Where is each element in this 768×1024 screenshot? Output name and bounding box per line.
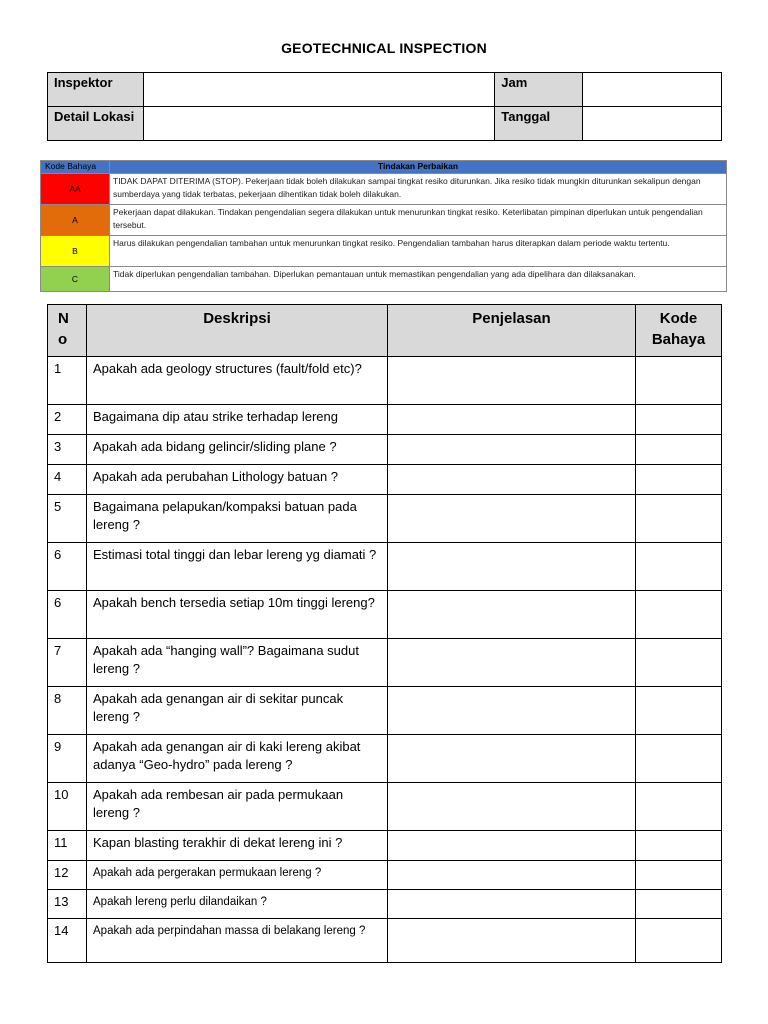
inspektor-label: Inspektor — [48, 73, 144, 107]
row-no: 10 — [48, 783, 87, 831]
row-no: 6 — [48, 591, 87, 639]
legend-header-code: Kode Bahaya — [41, 161, 110, 174]
inspektor-field[interactable] — [143, 73, 494, 107]
row-no: 1 — [48, 357, 87, 405]
row-deskripsi: Apakah ada pergerakan permukaan lereng ? — [87, 861, 388, 890]
header-deskripsi: Deskripsi — [87, 305, 388, 357]
kode-bahaya-cell[interactable] — [636, 919, 722, 963]
kode-bahaya-cell[interactable] — [636, 465, 722, 495]
legend-code-c: C — [41, 267, 110, 292]
legend-desc-b: Harus dilakukan pengendalian tambahan untuk menurunkan tingkat resiko. Pengendalian tambahan harus diterapkan dalam periode waktu tertentu. — [110, 236, 727, 267]
row-deskripsi: Apakah ada genangan air di sekitar puncak lereng ? — [87, 687, 388, 735]
row-no: 8 — [48, 687, 87, 735]
kode-bahaya-cell[interactable] — [636, 435, 722, 465]
row-deskripsi: Estimasi total tinggi dan lebar lereng yg diamati ? — [87, 543, 388, 591]
legend-desc-a: Pekerjaan dapat dilakukan. Tindakan pengendalian segera dilakukan untuk menurunkan tingkat resiko. Keterlibatan pimpinan diperlukan untuk pengendalian tersebut. — [110, 205, 727, 236]
legend-header-action: Tindakan Perbaikan — [110, 161, 727, 174]
penjelasan-cell[interactable] — [388, 357, 636, 405]
row-no: 5 — [48, 495, 87, 543]
legend-code-b: B — [41, 236, 110, 267]
row-deskripsi: Apakah ada perpindahan massa di belakang lereng ? — [87, 919, 388, 963]
row-no: 14 — [48, 919, 87, 963]
row-deskripsi: Apakah ada bidang gelincir/sliding plane ? — [87, 435, 388, 465]
row-no: 6 — [48, 543, 87, 591]
row-no: 13 — [48, 890, 87, 919]
penjelasan-cell[interactable] — [388, 861, 636, 890]
kode-bahaya-cell[interactable] — [636, 543, 722, 591]
row-deskripsi: Apakah ada perubahan Lithology batuan ? — [87, 465, 388, 495]
row-deskripsi: Bagaimana dip atau strike terhadap lereng — [87, 405, 388, 435]
penjelasan-cell[interactable] — [388, 591, 636, 639]
kode-bahaya-cell[interactable] — [636, 639, 722, 687]
header-kode-bahaya: Kode Bahaya — [636, 305, 722, 357]
tanggal-label: Tanggal — [495, 107, 583, 141]
kode-bahaya-cell[interactable] — [636, 405, 722, 435]
penjelasan-cell[interactable] — [388, 465, 636, 495]
row-deskripsi: Apakah ada geology structures (fault/fold etc)? — [87, 357, 388, 405]
header-penjelasan: Penjelasan — [388, 305, 636, 357]
legend-code-aa: AA — [41, 174, 110, 205]
penjelasan-cell[interactable] — [388, 890, 636, 919]
kode-bahaya-cell[interactable] — [636, 861, 722, 890]
kode-bahaya-cell[interactable] — [636, 357, 722, 405]
penjelasan-cell[interactable] — [388, 543, 636, 591]
inspection-info-table — [47, 72, 722, 141]
inspection-checklist-table — [47, 304, 722, 963]
row-deskripsi: Apakah lereng perlu dilandaikan ? — [87, 890, 388, 919]
kode-bahaya-cell[interactable] — [636, 687, 722, 735]
detail-lokasi-field[interactable] — [143, 107, 494, 141]
row-no: 7 — [48, 639, 87, 687]
header-no: N o — [48, 305, 87, 357]
kode-bahaya-cell[interactable] — [636, 890, 722, 919]
penjelasan-cell[interactable] — [388, 639, 636, 687]
legend-code-a: A — [41, 205, 110, 236]
penjelasan-cell[interactable] — [388, 687, 636, 735]
jam-field[interactable] — [583, 73, 722, 107]
kode-bahaya-cell[interactable] — [636, 783, 722, 831]
jam-label: Jam — [495, 73, 583, 107]
row-no: 3 — [48, 435, 87, 465]
row-no: 12 — [48, 861, 87, 890]
penjelasan-cell[interactable] — [388, 435, 636, 465]
penjelasan-cell[interactable] — [388, 919, 636, 963]
page-title: GEOTECHNICAL INSPECTION — [281, 40, 487, 56]
penjelasan-cell[interactable] — [388, 735, 636, 783]
row-deskripsi: Apakah ada rembesan air pada permukaan lereng ? — [87, 783, 388, 831]
penjelasan-cell[interactable] — [388, 783, 636, 831]
kode-bahaya-cell[interactable] — [636, 735, 722, 783]
legend-desc-c: Tidak diperlukan pengendalian tambahan. Diperlukan pemantauan untuk memastikan pengendalian yang ada dipelihara dan dilaksanakan. — [110, 267, 727, 292]
penjelasan-cell[interactable] — [388, 495, 636, 543]
penjelasan-cell[interactable] — [388, 831, 636, 861]
row-no: 11 — [48, 831, 87, 861]
row-deskripsi: Kapan blasting terakhir di dekat lereng ini ? — [87, 831, 388, 861]
row-deskripsi: Bagaimana pelapukan/kompaksi batuan pada lereng ? — [87, 495, 388, 543]
row-no: 4 — [48, 465, 87, 495]
row-no: 2 — [48, 405, 87, 435]
kode-bahaya-cell[interactable] — [636, 495, 722, 543]
hazard-code-legend — [40, 160, 727, 292]
legend-desc-aa: TIDAK DAPAT DITERIMA (STOP). Pekerjaan tidak boleh dilakukan sampai tingkat resiko diturunkan. Jika resiko tidak mungkin diturunkan sekalipun dengan sumberdaya yang tidak terbatas, pekerjaan dihentikan tidak boleh dilakukan. — [110, 174, 727, 205]
kode-bahaya-cell[interactable] — [636, 591, 722, 639]
penjelasan-cell[interactable] — [388, 405, 636, 435]
kode-bahaya-cell[interactable] — [636, 831, 722, 861]
row-deskripsi: Apakah bench tersedia setiap 10m tinggi lereng? — [87, 591, 388, 639]
row-no: 9 — [48, 735, 87, 783]
tanggal-field[interactable] — [583, 107, 722, 141]
detail-lokasi-label: Detail Lokasi — [48, 107, 144, 141]
row-deskripsi: Apakah ada “hanging wall”? Bagaimana sudut lereng ? — [87, 639, 388, 687]
row-deskripsi: Apakah ada genangan air di kaki lereng akibat adanya “Geo-hydro” pada lereng ? — [87, 735, 388, 783]
